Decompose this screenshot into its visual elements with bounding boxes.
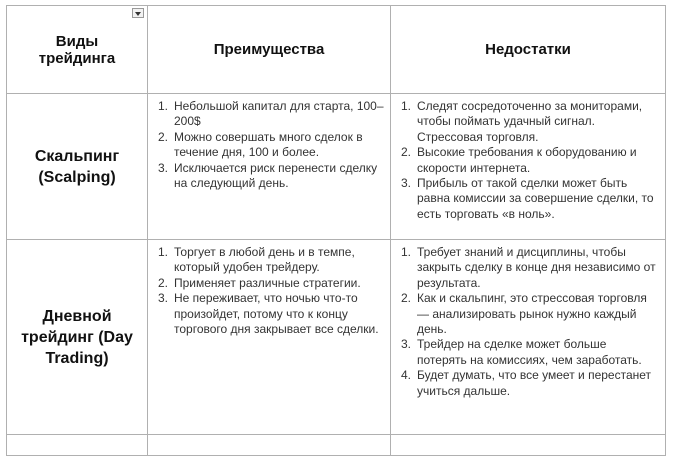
- list-item: 3. Прибыль от такой сделки может быть равна комиссии за совершение сделки, то есть торговать «в ноль».: [401, 176, 654, 221]
- header-types: [7, 6, 148, 94]
- trading-types-table: [6, 5, 666, 456]
- list-item: 2. Высокие требования к оборудованию и скорости интернета.: [401, 145, 637, 175]
- empty-cell: [148, 435, 391, 456]
- header-pros: Преимущества: [148, 6, 391, 94]
- trading-type-line: трейдинг (Day: [21, 328, 133, 346]
- table-header-row: [7, 6, 666, 94]
- pros-cell: [148, 94, 391, 240]
- pros-list: [154, 99, 384, 191]
- list-item: 1. Требует знаний и дисциплины, чтобы закрыть сделку в конце дня независимо от результата.: [401, 245, 656, 290]
- list-item: 3. Исключается риск перенести сделку на следующий день.: [158, 160, 378, 191]
- pros-cell: [148, 240, 391, 435]
- table-row: [7, 94, 666, 240]
- trading-type-cell: [7, 240, 148, 435]
- trading-type-line: Trading): [45, 349, 109, 367]
- list-item: 1. Небольшой капитал для старта, 100–200$: [158, 99, 384, 129]
- list-item: 2. Как и скальпинг, это стрессовая торговля — анализировать рынок нужно каждый день.: [401, 291, 647, 337]
- header-cons: Недостатки: [391, 6, 666, 94]
- cons-list: [397, 99, 659, 222]
- list-item: 2. Применяет различные стратегии.: [158, 275, 361, 290]
- table-row: [7, 240, 666, 435]
- header-types-line: трейдинга: [38, 49, 116, 67]
- pros-list: [154, 245, 384, 337]
- list-item: 1. Торгует в любой день и в темпе, который удобен трейдеру.: [158, 245, 355, 275]
- empty-cell: [7, 435, 148, 456]
- cons-cell: [391, 94, 666, 240]
- trading-type-line: (Scalping): [38, 168, 116, 186]
- list-item: 4. Будет думать, что все умеет и перестанет учиться дальше.: [401, 368, 652, 398]
- list-item: 3. Не переживает, что ночью что-то произойдет, потому что к концу торгового дня закрывает все сделки.: [158, 291, 379, 337]
- trading-type-line: Дневной: [42, 307, 112, 325]
- trading-type-cell: [7, 94, 148, 240]
- cons-list: [397, 245, 659, 399]
- list-item: 2. Можно совершать много сделок в течение дня, 100 и более.: [158, 129, 363, 160]
- list-item: 1. Следят сосредоточенно за мониторами, чтобы поймать удачный сигнал. Стрессовая торговля.: [401, 99, 643, 144]
- list-item: 3. Трейдер на сделке может больше потерять на комиссиях, чем заработать.: [401, 337, 642, 367]
- table-row-partial: [7, 435, 666, 456]
- empty-cell: [391, 435, 666, 456]
- header-types-line: Виды: [55, 32, 99, 50]
- trading-type-line: Скальпинг: [34, 147, 120, 165]
- cons-cell: [391, 240, 666, 435]
